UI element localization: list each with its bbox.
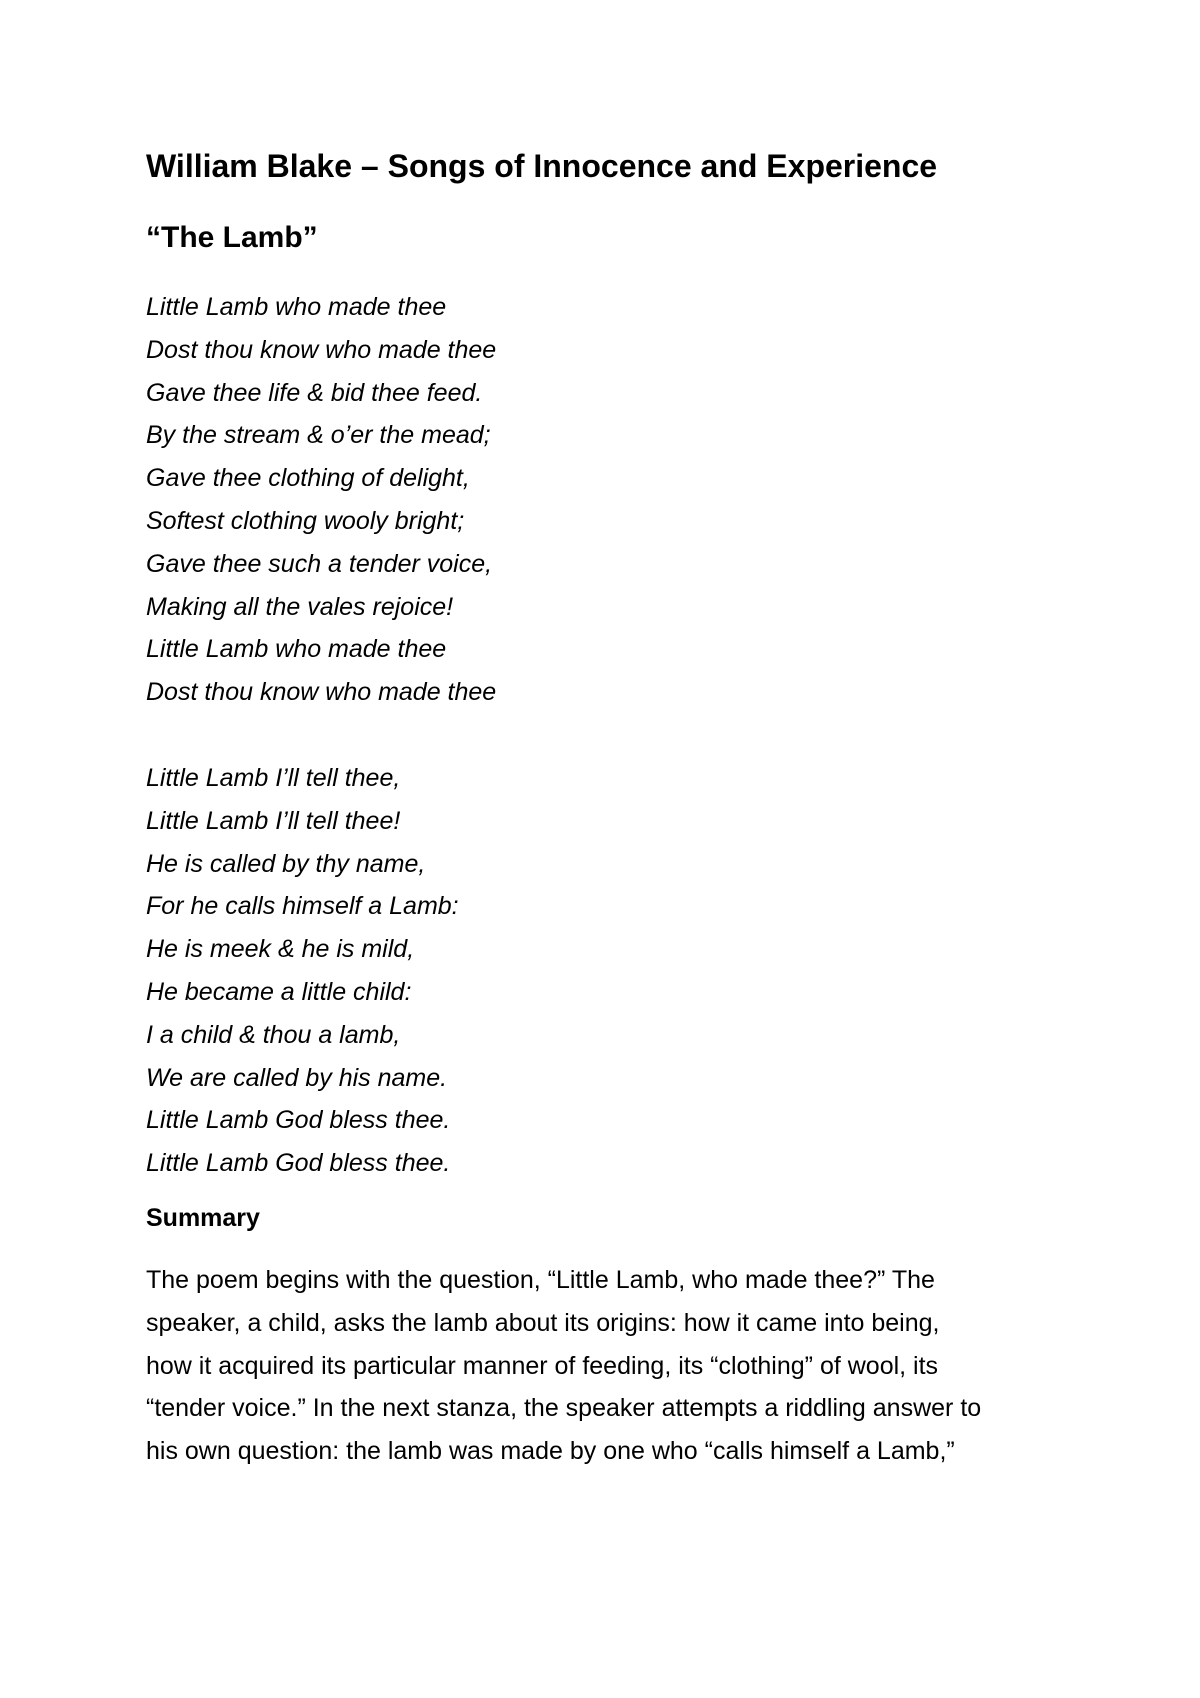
poem-line: Little Lamb who made thee <box>146 293 447 321</box>
poem-line: Softest clothing wooly bright; <box>146 506 465 535</box>
summary-line: The poem begins with the question, “Little Lamb, who made thee?” The <box>146 1265 935 1294</box>
document-title: William Blake – Songs of Innocence and Experience <box>146 148 938 184</box>
poem-title: “The Lamb” <box>146 221 318 254</box>
poem-line: He is called by thy name, <box>146 849 426 878</box>
summary-line: how it acquired its particular manner of feeding, its “clothing” of wool, its <box>146 1351 939 1380</box>
poem-line: He is meek & he is mild, <box>146 935 415 964</box>
poem-line: Little Lamb God bless thee. <box>146 1149 451 1178</box>
poem-line: Dost thou know who made thee <box>146 678 497 707</box>
poem-stanza-2 <box>146 757 1086 1185</box>
poem-line: I a child & thou a lamb, <box>146 1020 401 1049</box>
poem-line: Gave thee such a tender voice, <box>146 549 493 578</box>
poem-line: Little Lamb I’ll tell thee, <box>146 763 401 792</box>
poem-line: By the stream & o’er the mead; <box>146 421 491 450</box>
poem-line: Gave thee life & bid thee feed. <box>146 378 483 407</box>
poem-line: Dost thou know who made thee <box>146 335 497 364</box>
summary-line: “tender voice.” In the next stanza, the speaker attempts a riddling answer to <box>146 1394 982 1423</box>
poem-line: We are called by his name. <box>146 1063 448 1092</box>
page-content <box>146 140 1086 1473</box>
summary-heading: Summary <box>146 1203 260 1232</box>
summary-line: his own question: the lamb was made by one who “calls himself a Lamb,” <box>146 1437 955 1466</box>
poem-line: For he calls himself a Lamb: <box>146 892 459 921</box>
summary-line: speaker, a child, asks the lamb about its origins: how it came into being, <box>146 1308 940 1337</box>
summary-paragraph <box>146 1259 1086 1473</box>
poem-line: Little Lamb God bless thee. <box>146 1106 451 1135</box>
poem-line: He became a little child: <box>146 977 412 1006</box>
poem-line: Little Lamb who made thee <box>146 635 447 664</box>
poem-line: Little Lamb I’ll tell thee! <box>146 806 401 835</box>
poem-line: Gave thee clothing of delight, <box>146 464 470 493</box>
poem-line: Making all the vales rejoice! <box>146 592 454 621</box>
poem-stanza-1 <box>146 286 1086 714</box>
